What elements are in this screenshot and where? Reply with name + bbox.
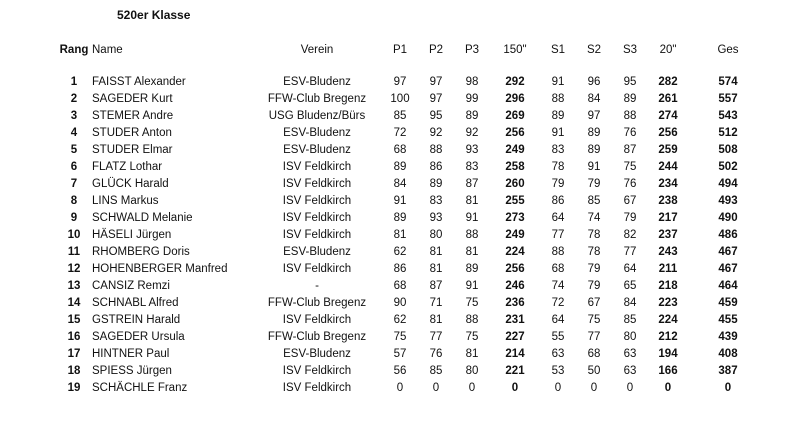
p2-cell: 76: [429, 348, 443, 360]
s2-cell: 96: [587, 76, 601, 88]
verein-cell: ISV Feldkirch: [282, 212, 352, 224]
p3-cell: 80: [465, 365, 479, 377]
s1-cell: 86: [551, 195, 565, 207]
verein-cell: ISV Feldkirch: [282, 161, 352, 173]
header-sum20: 20": [659, 44, 677, 56]
rang-cell: 16: [67, 331, 81, 343]
s3-cell: 85: [623, 314, 637, 326]
s1-cell: 55: [551, 331, 565, 343]
s1-cell: 89: [551, 110, 565, 122]
p1-cell: 68: [393, 280, 407, 292]
p2-cell: 81: [429, 263, 443, 275]
s1-cell: 63: [551, 348, 565, 360]
header-sum150: 150": [503, 44, 527, 56]
s3-cell: 65: [623, 280, 637, 292]
p3-cell: 89: [465, 263, 479, 275]
s1-cell: 0: [554, 382, 562, 394]
p2-cell: 77: [429, 331, 443, 343]
sum20-cell: 234: [658, 178, 678, 190]
table-row: [56, 312, 768, 329]
p3-cell: 91: [465, 212, 479, 224]
verein-cell: ISV Feldkirch: [282, 178, 352, 190]
p3-cell: 75: [465, 297, 479, 309]
s2-cell: 97: [587, 110, 601, 122]
s3-cell: 82: [623, 229, 637, 241]
p3-cell: 81: [465, 348, 479, 360]
s1-cell: 83: [551, 144, 565, 156]
ges-cell: 574: [718, 76, 738, 88]
sum20-cell: 223: [658, 297, 678, 309]
rang-cell: 7: [70, 178, 78, 190]
p1-cell: 89: [393, 212, 407, 224]
sum20-cell: 274: [658, 110, 678, 122]
p3-cell: 92: [465, 127, 479, 139]
p2-cell: 85: [429, 365, 443, 377]
name-cell: SCHWALD Melanie: [92, 212, 193, 224]
sum20-cell: 0: [664, 382, 672, 394]
table-row: [56, 346, 768, 363]
s2-cell: 0: [590, 382, 598, 394]
p1-cell: 84: [393, 178, 407, 190]
s1-cell: 74: [551, 280, 565, 292]
table-row: [56, 142, 768, 159]
header-rang: Rang: [59, 44, 89, 56]
s2-cell: 78: [587, 246, 601, 258]
spacer-row: [56, 60, 768, 74]
ges-cell: 459: [718, 297, 738, 309]
p3-cell: 81: [465, 195, 479, 207]
p3-cell: 91: [465, 280, 479, 292]
table-row: [56, 176, 768, 193]
sum150-cell: 221: [505, 365, 525, 377]
sum150-cell: 224: [505, 246, 525, 258]
sum20-cell: 237: [658, 229, 678, 241]
sum150-cell: 231: [505, 314, 525, 326]
p1-cell: 72: [393, 127, 407, 139]
verein-cell: USG Bludenz/Bürs: [268, 110, 366, 122]
ges-cell: 467: [718, 263, 738, 275]
rang-cell: 15: [67, 314, 81, 326]
name-cell: RHOMBERG Doris: [92, 246, 190, 258]
sum150-cell: 0: [511, 382, 519, 394]
sum150-cell: 260: [505, 178, 525, 190]
rang-cell: 1: [70, 76, 78, 88]
sum150-cell: 258: [505, 161, 525, 173]
s3-cell: 76: [623, 127, 637, 139]
name-cell: STUDER Anton: [92, 127, 172, 139]
name-cell: SAGEDER Ursula: [92, 331, 185, 343]
verein-cell: ISV Feldkirch: [282, 229, 352, 241]
p2-cell: 86: [429, 161, 443, 173]
p1-cell: 81: [393, 229, 407, 241]
ges-cell: 502: [718, 161, 738, 173]
s2-cell: 79: [587, 178, 601, 190]
p2-cell: 0: [432, 382, 440, 394]
s1-cell: 91: [551, 127, 565, 139]
s1-cell: 77: [551, 229, 565, 241]
p2-cell: 83: [429, 195, 443, 207]
p2-cell: 89: [429, 178, 443, 190]
p2-cell: 87: [429, 280, 443, 292]
p1-cell: 100: [390, 93, 410, 105]
sum150-cell: 273: [505, 212, 525, 224]
s1-cell: 88: [551, 246, 565, 258]
s3-cell: 0: [626, 382, 634, 394]
s3-cell: 79: [623, 212, 637, 224]
p3-cell: 75: [465, 331, 479, 343]
p2-cell: 71: [429, 297, 443, 309]
sum150-cell: 255: [505, 195, 525, 207]
p2-cell: 95: [429, 110, 443, 122]
sum150-cell: 246: [505, 280, 525, 292]
verein-cell: ISV Feldkirch: [282, 382, 352, 394]
verein-cell: ISV Feldkirch: [282, 365, 352, 377]
rang-cell: 8: [70, 195, 78, 207]
table-row: [56, 210, 768, 227]
s3-cell: 89: [623, 93, 637, 105]
sum150-cell: 214: [505, 348, 525, 360]
sum20-cell: 194: [658, 348, 678, 360]
rang-cell: 6: [70, 161, 78, 173]
verein-cell: FFW-Club Bregenz: [267, 297, 367, 309]
table-row: [56, 278, 768, 295]
s3-cell: 76: [623, 178, 637, 190]
sum150-cell: 249: [505, 144, 525, 156]
s2-cell: 79: [587, 280, 601, 292]
sum20-cell: 261: [658, 93, 678, 105]
p2-cell: 88: [429, 144, 443, 156]
p2-cell: 93: [429, 212, 443, 224]
name-cell: STUDER Elmar: [92, 144, 173, 156]
p2-cell: 97: [429, 76, 443, 88]
table-row: [56, 329, 768, 346]
s2-cell: 79: [587, 263, 601, 275]
header-s3: S3: [622, 44, 638, 56]
rang-cell: 17: [67, 348, 81, 360]
ges-cell: 467: [718, 246, 738, 258]
verein-cell: FFW-Club Bregenz: [267, 93, 367, 105]
name-cell: GSTREIN Harald: [92, 314, 181, 326]
p3-cell: 0: [468, 382, 476, 394]
s3-cell: 67: [623, 195, 637, 207]
s2-cell: 75: [587, 314, 601, 326]
p1-cell: 90: [393, 297, 407, 309]
sum150-cell: 296: [505, 93, 525, 105]
p3-cell: 87: [465, 178, 479, 190]
p3-cell: 89: [465, 110, 479, 122]
table-row: [56, 159, 768, 176]
results-table-body: [56, 40, 768, 397]
ges-cell: 494: [718, 178, 738, 190]
header-name: Name: [92, 44, 123, 56]
header-p3: P3: [464, 44, 480, 56]
rang-cell: 4: [70, 127, 78, 139]
s1-cell: 64: [551, 314, 565, 326]
sum150-cell: 227: [505, 331, 525, 343]
p1-cell: 57: [393, 348, 407, 360]
p3-cell: 93: [465, 144, 479, 156]
sum150-cell: 269: [505, 110, 525, 122]
rang-cell: 12: [67, 263, 81, 275]
s3-cell: 84: [623, 297, 637, 309]
rang-cell: 3: [70, 110, 78, 122]
table-row: [56, 261, 768, 278]
s3-cell: 64: [623, 263, 637, 275]
s2-cell: 67: [587, 297, 601, 309]
verein-cell: ESV-Bludenz: [283, 348, 351, 360]
verein-cell: ESV-Bludenz: [283, 144, 351, 156]
p3-cell: 83: [465, 161, 479, 173]
p1-cell: 91: [393, 195, 407, 207]
sum20-cell: 256: [658, 127, 678, 139]
p1-cell: 97: [393, 76, 407, 88]
p3-cell: 98: [465, 76, 479, 88]
sum20-cell: 212: [658, 331, 678, 343]
sum150-cell: 249: [505, 229, 525, 241]
ges-cell: 493: [718, 195, 738, 207]
sum150-cell: 256: [505, 127, 525, 139]
table-row: [56, 227, 768, 244]
header-verein: Verein: [300, 44, 334, 56]
s2-cell: 78: [587, 229, 601, 241]
s3-cell: 63: [623, 365, 637, 377]
rang-cell: 19: [67, 382, 81, 394]
rang-cell: 14: [67, 297, 81, 309]
table-row: [56, 193, 768, 210]
p3-cell: 81: [465, 246, 479, 258]
ges-cell: 512: [718, 127, 738, 139]
rang-cell: 9: [70, 212, 78, 224]
p2-cell: 92: [429, 127, 443, 139]
s2-cell: 77: [587, 331, 601, 343]
s3-cell: 75: [623, 161, 637, 173]
ges-cell: 408: [718, 348, 738, 360]
p3-cell: 88: [465, 314, 479, 326]
s2-cell: 91: [587, 161, 601, 173]
p1-cell: 62: [393, 314, 407, 326]
s3-cell: 63: [623, 348, 637, 360]
table-row: [56, 125, 768, 142]
rang-cell: 5: [70, 144, 78, 156]
ges-cell: 387: [718, 365, 738, 377]
p2-cell: 81: [429, 246, 443, 258]
p1-cell: 86: [393, 263, 407, 275]
name-cell: SCHNABL Alfred: [92, 297, 179, 309]
s3-cell: 87: [623, 144, 637, 156]
s2-cell: 74: [587, 212, 601, 224]
s1-cell: 91: [551, 76, 565, 88]
ges-cell: 543: [718, 110, 738, 122]
ges-cell: 464: [718, 280, 738, 292]
rang-cell: 2: [70, 93, 78, 105]
table-row: [56, 363, 768, 380]
p1-cell: 89: [393, 161, 407, 173]
header-p1: P1: [392, 44, 408, 56]
table-row: [56, 295, 768, 312]
s1-cell: 88: [551, 93, 565, 105]
s1-cell: 72: [551, 297, 565, 309]
s2-cell: 85: [587, 195, 601, 207]
class-title: 520er Klasse: [117, 8, 191, 22]
p1-cell: 75: [393, 331, 407, 343]
ges-cell: 486: [718, 229, 738, 241]
ges-cell: 439: [718, 331, 738, 343]
p3-cell: 99: [465, 93, 479, 105]
s3-cell: 80: [623, 331, 637, 343]
ges-cell: 557: [718, 93, 738, 105]
verein-cell: FFW-Club Bregenz: [267, 331, 367, 343]
p1-cell: 68: [393, 144, 407, 156]
rang-cell: 13: [67, 280, 81, 292]
header-ges: Ges: [717, 44, 739, 56]
table-row: [56, 108, 768, 125]
s2-cell: 84: [587, 93, 601, 105]
name-cell: LINS Markus: [92, 195, 159, 207]
ges-cell: 455: [718, 314, 738, 326]
sum20-cell: 282: [658, 76, 678, 88]
p1-cell: 56: [393, 365, 407, 377]
verein-cell: -: [315, 280, 319, 292]
rang-cell: 18: [67, 365, 81, 377]
s3-cell: 88: [623, 110, 637, 122]
ges-cell: 508: [718, 144, 738, 156]
s1-cell: 64: [551, 212, 565, 224]
name-cell: CANSIZ Remzi: [92, 280, 170, 292]
results-table: [56, 40, 768, 397]
s1-cell: 78: [551, 161, 565, 173]
header-s2: S2: [586, 44, 602, 56]
s1-cell: 79: [551, 178, 565, 190]
s1-cell: 53: [551, 365, 565, 377]
name-cell: HÄSELI Jürgen: [92, 229, 172, 241]
name-cell: FLATZ Lothar: [92, 161, 163, 173]
sum20-cell: 238: [658, 195, 678, 207]
s3-cell: 95: [623, 76, 637, 88]
ges-cell: 0: [724, 382, 732, 394]
s2-cell: 89: [587, 144, 601, 156]
s2-cell: 68: [587, 348, 601, 360]
ges-cell: 490: [718, 212, 738, 224]
s3-cell: 77: [623, 246, 637, 258]
rang-cell: 10: [67, 229, 81, 241]
sum20-cell: 211: [658, 263, 678, 275]
sum20-cell: 224: [658, 314, 678, 326]
verein-cell: ESV-Bludenz: [283, 246, 351, 258]
verein-cell: ISV Feldkirch: [282, 263, 352, 275]
p2-cell: 80: [429, 229, 443, 241]
name-cell: SPIESS Jürgen: [92, 365, 172, 377]
p1-cell: 62: [393, 246, 407, 258]
sum150-cell: 236: [505, 297, 525, 309]
table-row: [56, 74, 768, 91]
header-p2: P2: [428, 44, 444, 56]
header-s1: S1: [550, 44, 566, 56]
name-cell: HINTNER Paul: [92, 348, 170, 360]
sum20-cell: 259: [658, 144, 678, 156]
table-row: [56, 244, 768, 261]
p2-cell: 97: [429, 93, 443, 105]
s2-cell: 50: [587, 365, 601, 377]
s2-cell: 89: [587, 127, 601, 139]
p1-cell: 85: [393, 110, 407, 122]
sum20-cell: 217: [658, 212, 678, 224]
p1-cell: 0: [396, 382, 404, 394]
verein-cell: ISV Feldkirch: [282, 195, 352, 207]
header-row: [56, 40, 768, 60]
sum150-cell: 256: [505, 263, 525, 275]
name-cell: HOHENBERGER Manfred: [92, 263, 228, 275]
sum20-cell: 218: [658, 280, 678, 292]
p3-cell: 88: [465, 229, 479, 241]
name-cell: SCHÄCHLE Franz: [92, 382, 188, 394]
sum150-cell: 292: [505, 76, 525, 88]
verein-cell: ISV Feldkirch: [282, 314, 352, 326]
table-row: [56, 91, 768, 108]
sum20-cell: 243: [658, 246, 678, 258]
table-row: [56, 380, 768, 397]
sum20-cell: 244: [658, 161, 678, 173]
name-cell: FAISST Alexander: [92, 76, 186, 88]
name-cell: GLÜCK Harald: [92, 178, 169, 190]
s1-cell: 68: [551, 263, 565, 275]
p2-cell: 81: [429, 314, 443, 326]
verein-cell: ESV-Bludenz: [283, 127, 351, 139]
verein-cell: ESV-Bludenz: [283, 76, 351, 88]
rang-cell: 11: [67, 246, 81, 258]
name-cell: SAGEDER Kurt: [92, 93, 173, 105]
name-cell: STEMER Andre: [92, 110, 174, 122]
sum20-cell: 166: [658, 365, 678, 377]
